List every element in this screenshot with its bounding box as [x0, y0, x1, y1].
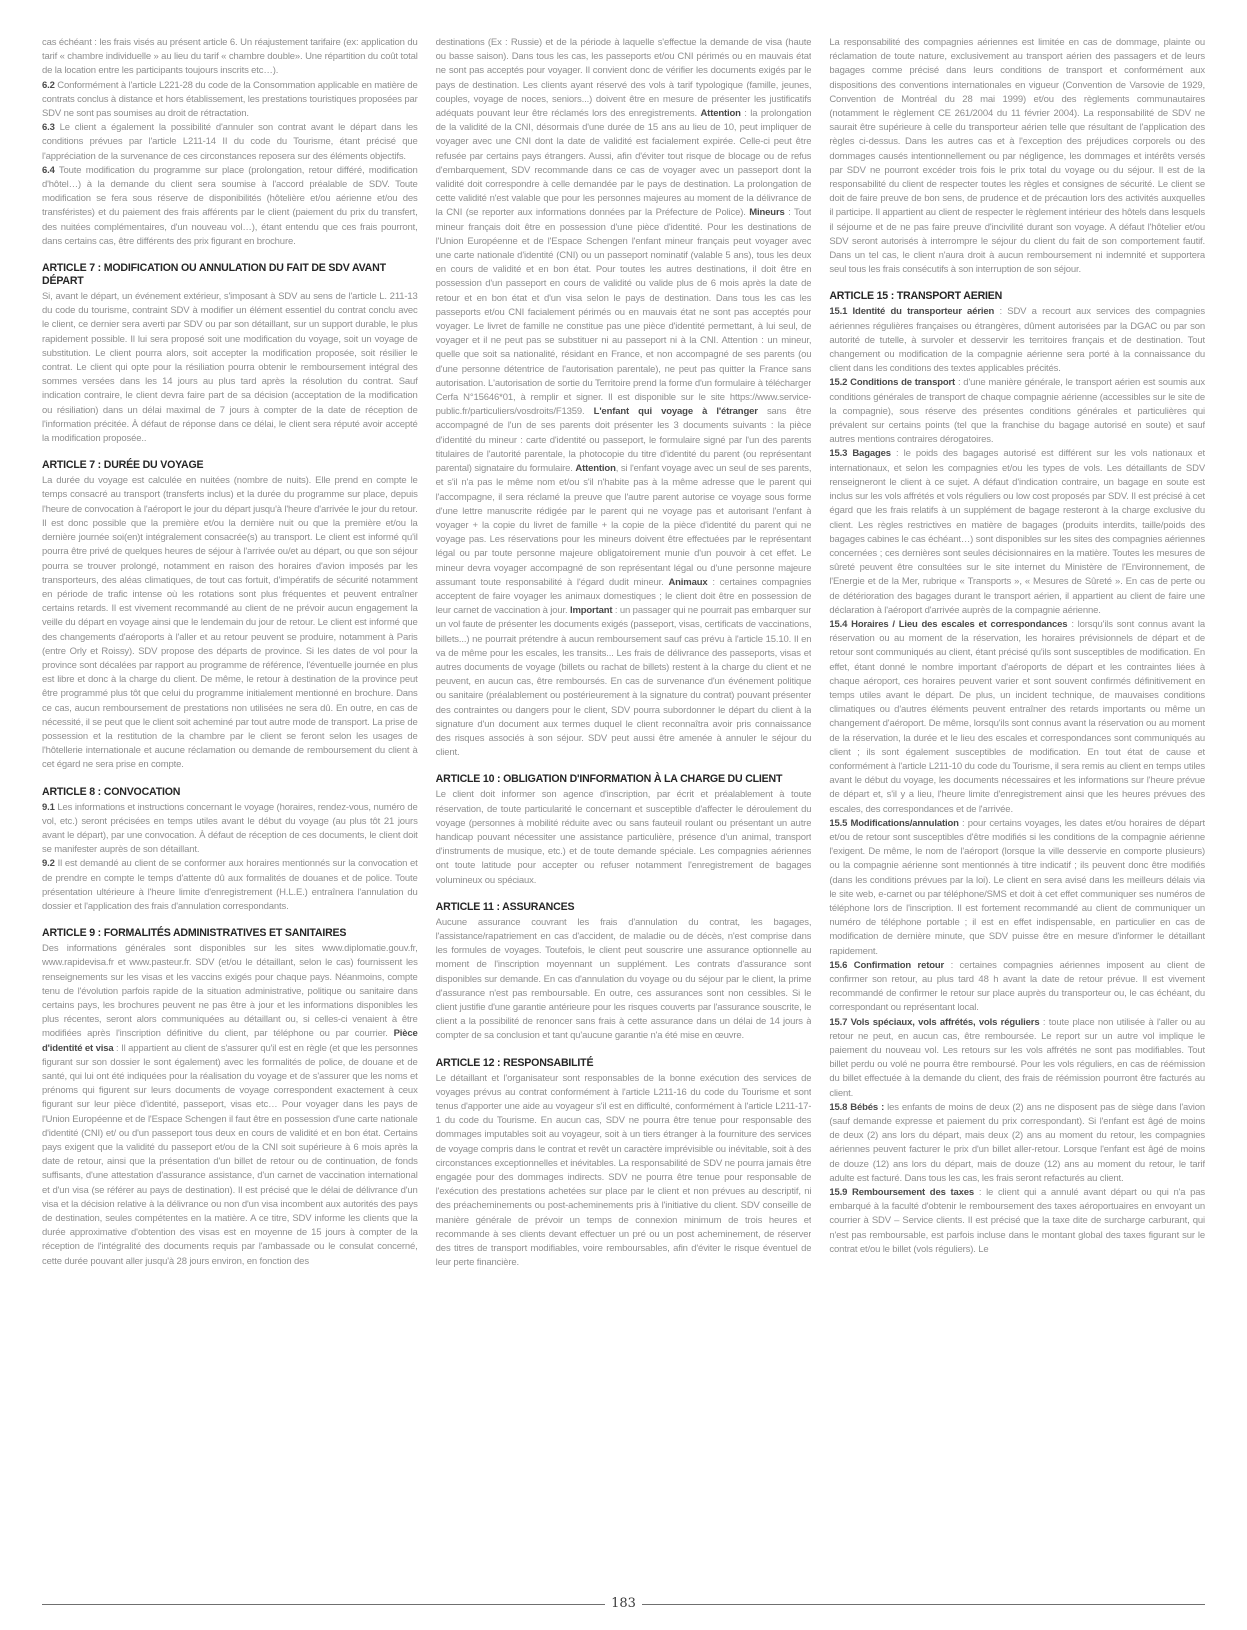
page-footer: [42, 1596, 1205, 1612]
paragraph: 15.3 Bagages : le poids des bagages autorisé est différent sur les vols nationaux et internationaux, et selon les compagnies et/ou les types de vols. Les détaillants de SDV renseigneront le client à ce sujet. A défaut d'indication contraire, un bagage en soute est inclus sur les vols affrétés et vols réguliers ou low cost proposés par SDV. Il est précisé à cet égard que les frais relatifs à un supplément de bagage resteront à la charge exclusive du client. Les règles restrictives en matière de bagages (produits interdits, taille/poids des bagages cabines le cas échéant…) sont disponibles sur les sites des compagnies aériennes concernées ; ces dernières sont seules décisionnaires en la matière. Toutes les mesures de sûreté peuvent être consultées sur le site internet du Ministère de l'Environnement, de l'Energie et de la Mer, rubrique « Transports », « Mesures de Sûreté ». En cas de perte ou de détérioration des bagages durant le transport aérien, il appartient au client de faire une déclaration à l'aéroport d'arrivée auprès de la compagnie aérienne.: [829, 448, 1206, 616]
column-2: [436, 36, 812, 1582]
paragraph: 6.4 Toute modification du programme sur place (prolongation, retour différé, modification d'hôtel…) à la demande du client sera soumise à l'accord préalable de SDV. Toute modification se fera sous réserve de disponibilités (hôtelière et/ou aérienne et/ou des transféristes) et du paiement des frais afférents par le client (paiement du prix du transfert, des nuitées complémentaires, d'un nouveau vol…), étant entendu que ces frais pourront, dans certains cas, être différents des prix figurant en brochure.: [42, 164, 418, 247]
footer-rule-left: [42, 1604, 605, 1605]
paragraph: 15.7 Vols spéciaux, vols affrétés, vols réguliers : toute place non utilisée à l'aller ou au retour ne peut, en aucun cas, être remboursée. Le report sur un autre vol implique le paiement du nouveau vol. Les retours sur les vols affrétés ne sont pas modifiables. Tout billet perdu ou volé ne pourra être remboursé. Pour les vols réguliers, en cas de réémission du billet effectuée à la demande du client, des frais de réémission pourront être facturés au client.: [829, 1016, 1206, 1099]
paragraph: 15.1 Identité du transporteur aérien : SDV a recourt aux services des compagnies aériennes régulières françaises ou étrangères, dûment autorisées par la DGAC ou par son autorité de tutelle, à survoler et desservir les territoires français et de destination. Tout changement ou modification de la compagnie aérienne sera porté à la connaissance du client dans les conditions des textes applicables précités.: [829, 306, 1206, 375]
paragraph: La durée du voyage est calculée en nuitées (nombre de nuits). Elle prend en compte le temps consacré au transport (transferts inclus) et la durée du programme sur place, depuis l'heure de convocation à l'aéroport le jour du départ jusqu'à l'heure d'arrivée le jour du retour. Il est donc possible que la première et/ou la dernière nuit ou que la première et/ou la dernière journée soi(en)t intégralement consacrée(s) au transport. Le client est informé qu'il pourra être privé de quelques heures de séjour à l'arrivée ou/et au départ, ou que son séjour pourra se trouver prolongé, notamment en raison des horaires d'avion imposés par les transporteurs, des aléas climatiques, de tout cas fortuit, d'impératifs de sécurité notamment en période de trafic intense où les rotations sont plus fréquentes et peuvent entraîner certains retards. Il est vivement recommandé au client de ne prévoir aucun engagement la veille du départ en voyage ainsi que le lendemain du jour de retour. Le client est informé que des changements d'aéroports à l'aller et au retour peuvent se produire, notamment à Paris (entre Orly et Roissy). SDV propose des départs de province. Si les dates de vol pour la province sont décalées par rapport au programme de référence, l'éventuelle journée en plus est libre et donc à la charge du client. De même, le retour à destination de la province peut être programmé plus tôt que celui du programme initialement mentionné en brochure. Dans ce cas, aucun remboursement de prestations non utilisées ne sera dû. En outre, en cas de nécessité, il se peut que le client soit acheminé par tout autre mode de transport. La prise de possession et la restitution de la chambre par le client se feront selon les usages de l'hôtellerie internationale et aucune réclamation ou demande de remboursement du client à cet égard ne sera prise en compte.: [42, 475, 418, 771]
article-heading: ARTICLE 7 : DURÉE DU VOYAGE: [42, 459, 204, 472]
document-columns: [42, 36, 1205, 1582]
paragraph: 15.5 Modifications/annulation : pour certains voyages, les dates et/ou horaires de départ et/ou de retour sont susceptibles d'être modifiés si les conditions de la compagnie aérienne l'exigent. De même, le nom de l'aéroport (lorsque la ville desservie en comporte plusieurs) ou la compagnie aérienne sont mentionnés à titre indicatif ; ils peuvent donc être modifiés (dans les conditions prévues par la loi). Le client en sera avisé dans les meilleurs délais via le site web, e-carnet ou par téléphone/SMS et doit à cet effet communiquer ses numéros de téléphone lors de l'inscription. Il est fortement recommandé au client de communiquer un numéro de téléphone portable ; il est en effet indispensable, en particulier en cas de modification de dernière minute, que SDV puisse être en mesure d'informer le détaillant rapidement.: [829, 817, 1206, 957]
paragraph: Le client doit informer son agence d'inscription, par écrit et préalablement à toute réservation, de toute particularité le concernant et susceptible d'affecter le déroulement du voyage (personnes à mobilité réduite avec ou sans fauteuil roulant ou présentant un autre handicap pouvant nécessiter une assistance particulière, présence d'un animal, transport d'instruments de musique, etc.) et de toute demande spéciale. Les compagnies aériennes ont toute latitude pour accepter ou refuser notamment l'enregistrement de bagages volumineux ou spéciaux.: [435, 789, 812, 886]
paragraph: Si, avant le départ, un événement extérieur, s'imposant à SDV au sens de l'article L. 211-13 du code du tourisme, contraint SDV à modifier un élément essentiel du contrat conclu avec le client, ce dernier sera averti par SDV ou par son détaillant, sur un support durable, le plus rapidement possible. Il lui sera proposé soit une modification du voyage, soit un voyage de substitution. Le client pourra alors, soit accepter la modification proposée, soit résilier le contrat. Le client qui opte pour la résiliation pourra obtenir le remboursement intégral des sommes versées dans les 14 jours au plus tard après la résolution du contrat. Sauf indication contraire, le client devra faire part de sa décision (acceptation de la modification ou résiliation) dans un délai maximal de 7 jours à compter de la date de réception de l'information précitée. À défaut de réponse dans ce délai, le client sera réputé avoir accepté la modification proposée..: [42, 291, 418, 445]
article-heading: ARTICLE 15 : TRANSPORT AERIEN: [829, 290, 1003, 303]
paragraph: 9.2 Il est demandé au client de se conformer aux horaires mentionnés sur la convocation et de prendre en compte le temps d'attente dû aux formalités de douanes et de police. Toute présentation ultérieure à l'heure limite d'enregistrement (H.L.E.) entraînera l'annulation du dossier et l'application des frais d'annulation correspondants.: [42, 858, 418, 912]
paragraph: La responsabilité des compagnies aériennes est limitée en cas de dommage, plainte ou réclamation de toute nature, exclusivement au transport aérien des passagers et de leurs bagages comme précisé dans leurs conditions de transport et conformément aux dispositions des conventions internationales en vigueur (Convention de Varsovie de 1929, Convention de Montréal du 28 mai 1999) et/ou des règlements communautaires (notamment le règlement CE 261/2004 du 11 février 2004). La responsabilité de SDV ne saurait être supérieure à celle du transporteur aérien telle que résultant de l'application des règles ci-dessus. Dans les autres cas et à l'exception des préjudices corporels ou des dommages causés intentionnellement ou par négligence, les dommages et intérêts versés par SDV ne pourront excéder trois fois le prix total du voyage ou du séjour. Il est de la responsabilité du client de respecter toutes les règles et consignes de sécurité. Le client se doit de faire preuve de bon sens, de prudence et de précaution lors des activités auxquelles il participe. Il appartient au client de respecter le règlement intérieur des hôtels dans lesquels il séjourne et de ne pas faire preuve d'incivilité durant son voyage. A défaut l'hôtelier et/ou SDV seront autorisés à interrompre le séjour du client du fait de son comportement fautif. Dans un tel cas, le client n'aura droit à aucun remboursement ni indemnité et supportera seul tous les frais consécutifs à son interruption de son séjour.: [829, 37, 1206, 276]
paragraph: Le détaillant et l'organisateur sont responsables de la bonne exécution des services de voyages prévus au contrat conformément à l'article L211-16 du code du Tourisme et sont tenus d'apporter une aide au voyageur s'il est en difficulté, conformément à l'article L211-17-1 du code du Tourisme. En aucun cas, SDV ne pourra être tenue pour responsable des dommages imputables soit au voyageur, soit à un tiers étranger à la fourniture des services de voyage compris dans le contrat et revêt un caractère imprévisible ou inévitable, soit à des circonstances exceptionnelles et inévitables. La responsabilité de SDV ne pourra jamais être engagée pour des dommages indirects. SDV ne pourra être tenue pour responsable de l'exécution des prestations achetées sur place par le client et non prévues au descriptif, ni des préacheminements ou post-acheminements pris à l'initiative du client. SDV conseille de manière générale de prévoir un temps de connexion minimum de trois heures et recommande à ses clients devant effectuer un pré ou un post acheminement, de réserver des titres de transport modifiables, voire remboursables, afin d'éviter le risque éventuel de leur perte financière.: [435, 1072, 812, 1269]
paragraph: 15.4 Horaires / Lieu des escales et correspondances : lorsqu'ils sont connus avant la réservation ou au moment de la réservation, les horaires prévisionnels de départ et de retour sont communiqués au client, étant précisé qu'ils sont susceptibles de modification. En effet, étant donné le nombre important d'aéroports de départ et les contraintes liées à chaque aéroport, ces horaires peuvent varier et sont souvent confirmés définitivement en temps utiles avant le départ. De plus, un incident technique, de mauvaises conditions climatiques ou d'autres éléments peuvent entraîner des retards importants ou même un changement d'aéroport. De même, lorsqu'ils sont connus avant la réservation ou au moment de la réservation, la durée et le lieu des escales et correspondances sont communiqués au client ; ils sont également susceptibles de modification. En tout état de cause et conformément à l'article L211-10 du code du Tourisme, il sera remis au client en temps utiles avant le début du voyage, les documents nécessaires et les informations sur l'heure prévue de départ et, s'il y a lieu, l'heure limite d'enregistrement ainsi que les heures prévues des escales, des correspondances et de l'arrivée.: [829, 618, 1206, 815]
paragraph: Des informations générales sont disponibles sur les sites www.diplomatie.gouv.fr, www.rapidevisa.fr et www.pasteur.fr. SDV (et/ou le détaillant, selon le cas) fournissent les renseignements sur les visas et les vaccins exigés pour chaque pays. Néanmoins, compte tenu de l'évolution parfois rapide de la situation administrative, politique ou sanitaire dans certains pays, les brochures peuvent ne pas être à jour et les informations disponibles les plus récentes, seront alors communiquées au détaillant ou, si celles-ci venaient à être modifiées après l'inscription définitive du client, par téléphone ou par courrier. Pièce d'identité et visa : Il appartient au client de s'assurer qu'il est en règle (et que les personnes figurant sur son dossier le sont également) avec les formalités de police, de douane et de santé, qui lui ont été indiquées pour la réalisation du voyage et de s'assurer que les noms et prénoms qui figurent sur leurs documents de voyage correspondent exactement à ceux figurant sur leur pièce d'identité, passeport, visas etc… Pour voyager dans les pays de l'Union Européenne et de l'Espace Schengen il faut être en possession d'une carte nationale d'identité (CNI) et/ ou d'un passeport tous deux en cours de validité et en bon état. Certains pays exigent que la validité du passeport et/ou de la CNI soit supérieure à 6 mois après la date de retour, ainsi que la présentation d'un billet de retour ou de continuation, de fonds suffisants, d'une attestation d'assurance assistance, d'un carnet de vaccination international et d'un visa (se référer au pays de destination). Il est précisé que le délai de délivrance d'un visa et la décision relative à la délivrance ou non d'un visa incombent aux autorités des pays de destination, seules compétentes en la matière. A ce titre, SDV informe les clients que la durée approximative d'obtention des visas est en moyenne de 15 jours à compter de la réception de l'intégralité des documents requis par l'ambassade ou le consulat concerné, cette durée pouvant aller jusqu'à 28 jours environ, en fonction des: [42, 943, 418, 1267]
paragraph: 15.9 Remboursement des taxes : le client qui a annulé avant départ ou qui n'a pas embarqué à la faculté d'obtenir le remboursement des taxes aéroportuaires en envoyant un courrier à SDV – Service clients. Il est précisé que la taxe dite de surcharge carburant, qui n'est pas remboursable, est parfois incluse dans le montant global des taxes figurant sur le contrat et/ou le billet (vols réguliers). Le: [829, 1187, 1206, 1255]
paragraph: 15.8 Bébés : les enfants de moins de deux (2) ans ne disposent pas de siège dans l'avion (sauf demande expresse et paiement du prix correspondant). Si l'enfant est âgé de moins de deux (2) ans lors du départ, mais deux (2) ans au moment du retour, les compagnies aériennes peuvent facturer le prix d'un billet aller-retour. Lorsque l'enfant est âgé de moins de douze (12) ans lors du départ, mais de douze (12) ans au moment du retour, le tarif adulte est facturé. Dans tous les cas, les frais seront refacturés au client.: [829, 1101, 1206, 1184]
paragraph: cas échéant : les frais visés au présent article 6. Un réajustement tarifaire (ex: application du tarif « chambre individuelle » au lieu du tarif « chambre double». Une répartition du coût total de la location entre les participants toujours inscrits etc…).: [42, 37, 418, 77]
paragraph: 6.2 Conformément à l'article L221-28 du code de la Consommation applicable en matière de contrats conclus à distance et hors établissement, les prestations touristiques proposées par SDV ne sont pas soumises au droit de rétractation.: [42, 79, 418, 120]
page-number: 183: [611, 1596, 636, 1611]
article-heading: ARTICLE 11 : ASSURANCES: [435, 900, 575, 913]
column-3: [829, 36, 1205, 1582]
paragraph: destinations (Ex : Russie) et de la période à laquelle s'effectue la demande de visa (haute ou basse saison). Dans tous les cas, les passeports et/ou CNI périmés ou en mauvais état ne sont pas acceptés pour voyager. Il convient donc de vérifier les documents exigés par le pays de destination. Les clients ayant réservé des vols à tarif typologique (famille, jeunes, couples, voyage de noces, seniors...) doivent être en mesure de présenter les justificatifs adéquats pouvant leur être réclamés lors des enregistrements. Attention : la prolongation de la validité de la CNI, désormais d'une durée de 15 ans au lieu de 10, peut impliquer de voyager avec une CNI dont la date de validité est facialement expirée. Celle-ci peut être refusée par certains pays étrangers. Aussi, afin d'éviter tout risque de blocage ou de refus d'embarquement, SDV recommande dans ce cas de voyager avec un passeport dont la validité doit correspondre à celle demandée par le pays de destination. La prolongation de cette validité n'est valable que pour les personnes majeures au moment de la délivrance de la CNI (se reporter aux informations données par la Préfecture de Police). Mineurs : Tout mineur français doit être en possession d'une pièce d'identité. Pour les destinations de l'Union Européenne et de l'Espace Schengen l'enfant mineur français peut voyager avec une carte nationale d'identité (CNI) ou un passeport nominatif (valable 5 ans), tous les deux en cours de validité et en bon état. Pour toutes les autres destinations, il doit être en possession d'un passeport en cours de validité ou valide plus de 6 mois après la date de retour et en bon état et d'un visa selon le pays de destination. Dans tous les cas les passeports et/ou CNI facialement périmés ou en mauvais état ne sont pas acceptés pour voyager. Le livret de famille ne constitue pas une pièce d'identité permettant, à lui seul, de voyager et il ne peut pas se substituer ni au passeport ni à la CNI. Attention : un mineur, quelle que soit sa nationalité, résidant en France, et non accompagné de ses parents (ou d'une personne détentrice de l'autorisation parentale), ne peut pas quitter la France sans autorisation. L'autorisation de sortie du Territoire prend la forme d'un formulaire à télécharger Cerfa N°15646*01, à remplir et signer. Il est disponible sur le site https://www.service-public.fr/particuliers/vosdroits/F1359. L'enfant qui voyage à l'étranger sans être accompagné de l'un de ses parents doit présenter les 3 documents suivants : la pièce d'identité du mineur : carte d'identité ou passeport, le formulaire signé par l'un des parents titulaires de l'autorité parentale, la photocopie du titre d'identité du parent (ou représentant parental) signataire du formulaire. Attention, si l'enfant voyage avec un seul de ses parents, et s'il n'a pas le même nom et/ou s'il n'habite pas à la même adresse que le parent qui l'accompagne, il sera réclamé la preuve que l'autre parent autorise ce voyage sous forme d'une lettre manuscrite rédigée par le parent qui ne voyage pas et autorisant l'enfant à voyager + la copie du livret de famille + la copie de la pièce d'identité du parent qui ne voyage pas. Les réservations pour les mineurs doivent être effectuées par le représentant légal ou par toute personne majeure obligatoirement munie d'un pouvoir à cet effet. Le mineur devra voyager accompagné de son représentant légal ou d'une personne majeure assumant toute responsabilité à l'égard dudit mineur. Animaux : certaines compagnies acceptent de faire voyager les animaux domestiques ; le client doit être en possession de leur carnet de vaccination à jour. Important : un passager qui ne pourrait pas embarquer sur un vol faute de présenter les documents exigés (passeport, visas, certificats de vaccinations, billets...) ne pourrait prétendre à aucun remboursement sauf cas prévu à l'article 15.10. Il en va de même pour les escales, les transits... Les frais de délivrance des passeports, visas et autres documents de voyage (billets ou rachat de billets) restent à la charge du client et ne peuvent, en aucun cas, être remboursés. En cas de survenance d'un événement politique ou sanitaire (préalablement ou postérieurement à la signature du contrat) pouvant présenter des contraintes ou dangers pour le client, SDV pourra subordonner le départ du client à la signature d'un document aux termes duquel le client reconnaîtra avoir pris connaissance des risques associés à son séjour. SDV peut aussi être amenée à annuler le séjour du client.: [435, 37, 812, 759]
article-heading: ARTICLE 12 : RESPONSABILITÉ: [435, 1056, 594, 1069]
article-heading: ARTICLE 10 : OBLIGATION D'INFORMATION À LA CHARGE DU CLIENT: [435, 773, 783, 786]
footer-rule-right: [642, 1604, 1205, 1605]
paragraph: 15.6 Confirmation retour : certaines compagnies aériennes imposent au client de confirmer son retour, au plus tard 48 h avant la date de retour prévue. Il est vivement recommandé de confirmer le retour sur place auprès du transporteur ou, le cas échéant, du correspondant ou représentant local.: [829, 959, 1206, 1014]
paragraph: 9.1 Les informations et instructions concernant le voyage (horaires, rendez-vous, numéro de vol, etc.) seront précisées en temps utiles avant le début du voyage (au plus tôt 21 jours avant le départ), par une convocation. À défaut de réception de ces documents, le client doit se manifester auprès de son détaillant.: [42, 801, 418, 856]
article-heading: ARTICLE 7 : MODIFICATION OU ANNULATION DU FAIT DE SDV AVANT DÉPART: [42, 262, 386, 288]
paragraph: 6.3 Le client a également la possibilité d'annuler son contrat avant le départ dans les conditions prévues par l'article L211-14 II du code du Tourisme, étant précisé que l'appréciation de la survenance de ces circonstances reposera sur des éléments objectifs.: [42, 122, 418, 162]
column-1: [42, 36, 418, 1582]
paragraph: 15.2 Conditions de transport : d'une manière générale, le transport aérien est soumis aux conditions générales de transport de chaque compagnie aérienne (accessibles sur le site de la compagnie), sous réserve des présentes conditions générales et particulières qui prévalent sur certains points (tel que la franchise du bagage autorisé en soute) et sauf autres mentions contraires dérogatoires.: [829, 377, 1206, 446]
article-heading: ARTICLE 8 : CONVOCATION: [42, 785, 181, 798]
article-heading: ARTICLE 9 : FORMALITÉS ADMINISTRATIVES ET SANITAIRES: [42, 927, 347, 940]
paragraph: Aucune assurance couvrant les frais d'annulation du contrat, les bagages, l'assistance/rapatriement en cas d'accident, de maladie ou de décès, n'est comprise dans les formules de voyages. Toutefois, le client peut souscrire une assurance optionnelle au moment de l'inscription moyennant un supplément. Les contrats d'assurance sont disponibles sur demande. En cas d'annulation du voyage ou du séjour par le client, la prime d'assurance n'est pas remboursable. En outre, ces assurances sont non cessibles. Si le client justifie d'une garantie antérieure pour les risques couverts par l'assurance souscrite, le client a la possibilité de renoncer sans frais à cette assurance dans un délai de 14 jours à compter de sa conclusion et tant qu'aucune garantie n'a été mise en œuvre.: [435, 916, 812, 1042]
